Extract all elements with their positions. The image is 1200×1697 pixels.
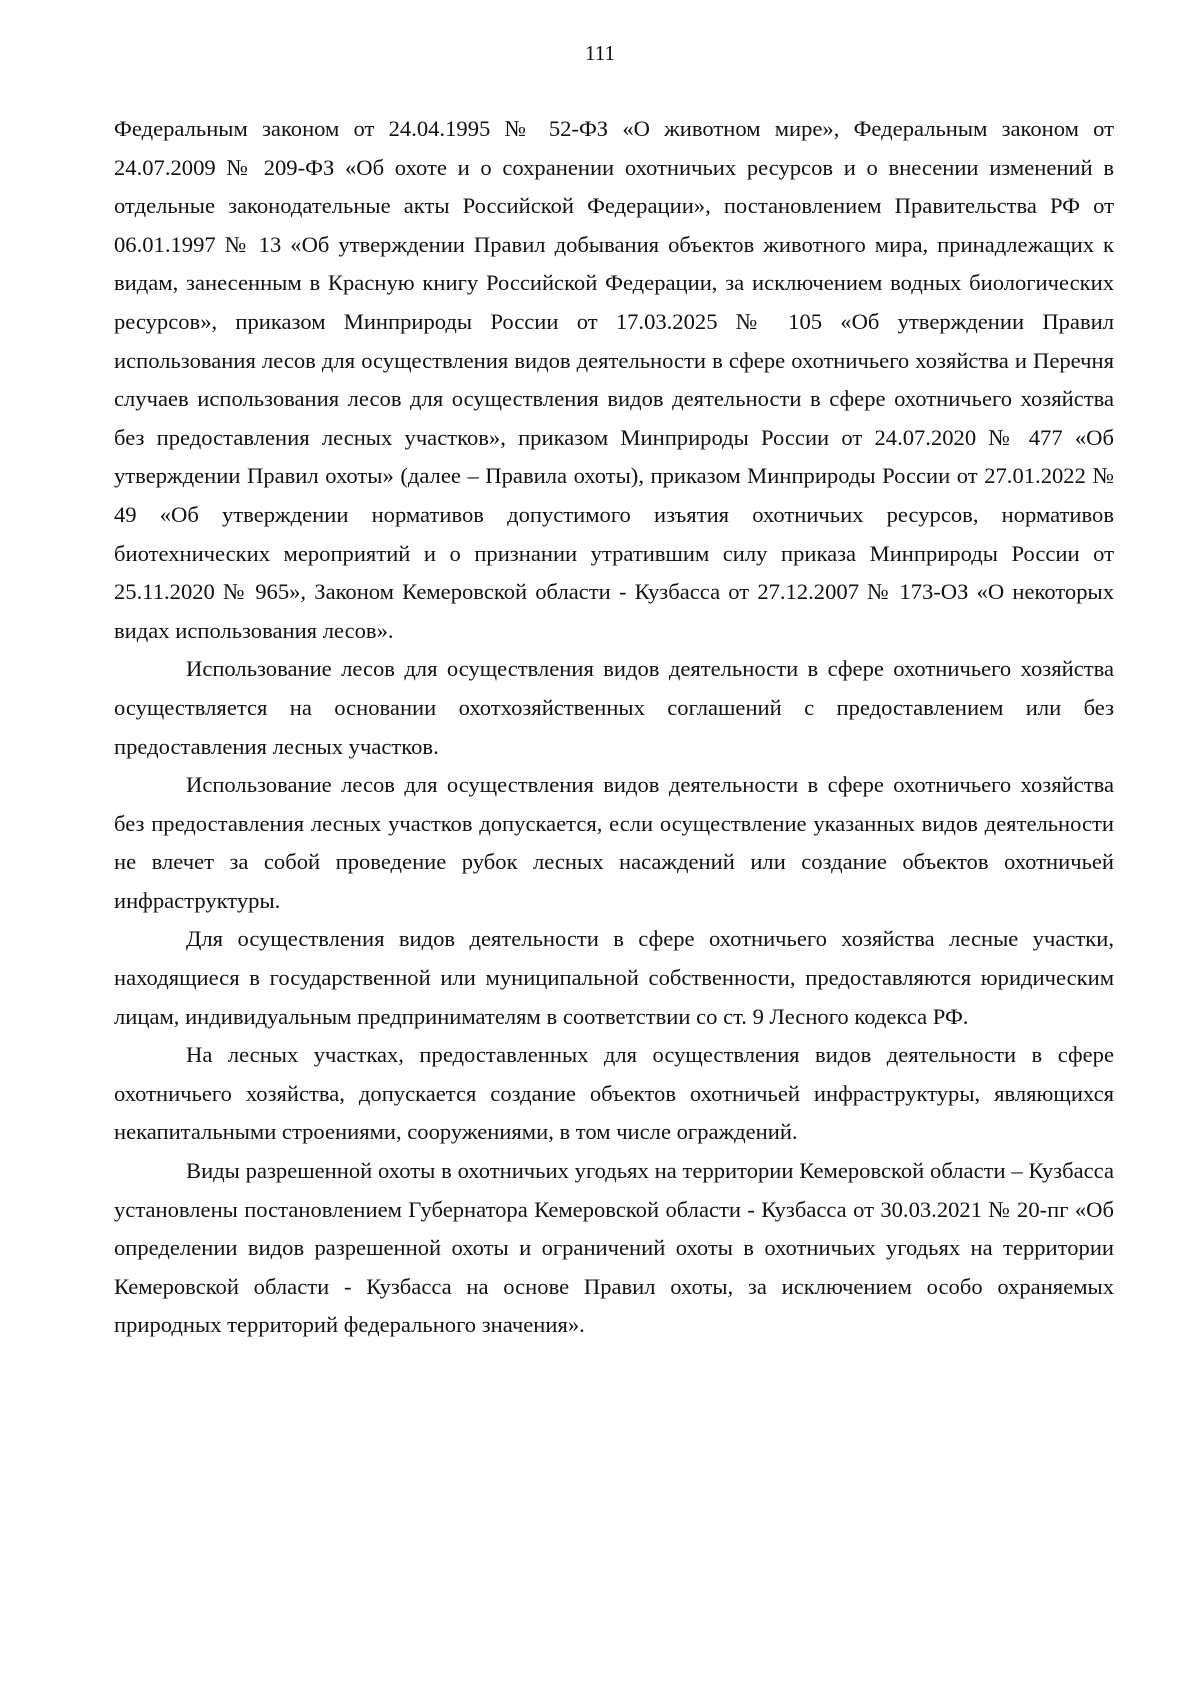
paragraph-plot-provision: Для осуществления видов деятельности в сфере охотничьего хозяйства лесные участки, находящиеся в государственной или муниципальной собственности, предоставляются юридическим лицам, индивидуальным предпринимателям в соответствии со ст. 9 Лесного кодекса РФ. bbox=[114, 926, 1114, 1029]
document-body bbox=[114, 110, 1114, 1345]
paragraph-use-without-plots: Использование лесов для осуществления видов деятельности в сфере охотничьего хозяйства без предоставления лесных участков допускается, если осуществление указанных видов деятельности не влечет за собой проведение рубок лесных насаждений или создание объектов охотничьей инфраструктуры. bbox=[114, 772, 1114, 913]
page-number: 111 bbox=[585, 41, 615, 65]
paragraph-infrastructure: На лесных участках, предоставленных для осуществления видов деятельности в сфере охотничьего хозяйства, допускается создание объектов охотничьей инфраструктуры, являющихся некапитальными строениями, сооружениями, в том числе ограждений. bbox=[114, 1042, 1114, 1145]
paragraph-hunting-types: Виды разрешенной охоты в охотничьих угодьях на территории Кемеровской области – Кузбасса установлены постановлением Губернатора Кемеровской области - Кузбасса от 30.03.2021 № 20-пг «Об определении видов разрешенной охоты и ограничений охоты в охотничьих угодьях на территории Кемеровской области - Кузбасса на основе Правил охоты, за исключением особо охраняемых природных территорий федерального значения». bbox=[114, 1158, 1114, 1338]
paragraph-legal-basis: Федеральным законом от 24.04.1995 № 52-ФЗ «О животном мире», Федеральным законом от 24.07.2009 № 209-ФЗ «Об охоте и о сохранении охотничьих ресурсов и о внесении изменений в отдельные законодательные акты Российской Федерации», постановлением Правительства РФ от 06.01.1997 № 13 «Об утверждении Правил добывания объектов животного мира, принадлежащих к видам, занесенным в Красную книгу Российской Федерации, за исключением водных биологических ресурсов», приказом Минприроды России от 17.03.2025 № 105 «Об утверждении Правил использования лесов для осуществления видов деятельности в сфере охотничьего хозяйства и Перечня случаев использования лесов для осуществления видов деятельности в сфере охотничьего хозяйства без предоставления лесных участков», приказом Минприроды России от 24.07.2020 № 477 «Об утверждении Правил охоты» (далее – Правила охоты), приказом Минприроды России от 27.01.2022 № 49 «Об утверждении нормативов допустимого изъятия охотничьих ресурсов, нормативов биотехнических мероприятий и о признании утратившим силу приказа Минприроды России от 25.11.2020 № 965», Законом Кемеровской области - Кузбасса от 27.12.2007 № 173-ОЗ «О некоторых видах использования лесов». bbox=[114, 116, 1114, 643]
paragraph-forest-use-basis: Использование лесов для осуществления видов деятельности в сфере охотничьего хозяйства осуществляется на основании охотхозяйственных соглашений с предоставлением или без предоставления лесных участков. bbox=[114, 656, 1114, 759]
